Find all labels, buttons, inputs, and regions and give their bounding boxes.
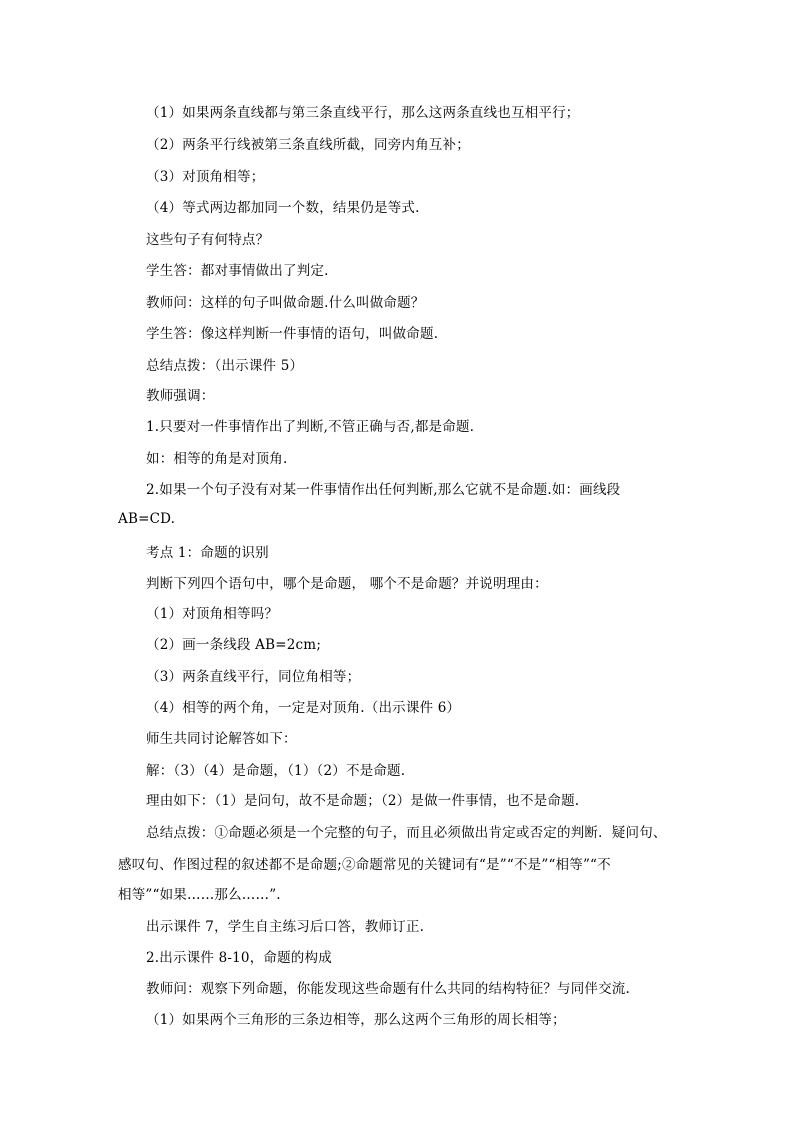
text-line: 师生共同讨论解答如下： [146, 731, 297, 747]
text-line: 解：（3）（4）是命题，（1）（2）不是命题. [146, 763, 406, 779]
text-line: 总结点拨：（出示课件 5） [146, 358, 304, 374]
text-line: （1）对顶角相等吗？ [146, 606, 279, 622]
text-line: 教师强调： [146, 388, 215, 404]
text-line: （1）如果两个三角形的三条边相等，那么这两个三角形的周长相等； [146, 1012, 566, 1028]
text-line: （4）等式两边都加同一个数，结果仍是等式. [146, 200, 420, 216]
text-line: 出示课件 7，学生自主练习后口答，教师订正. [146, 919, 425, 935]
text-line: 1.只要对一件事情作出了判断,不管正确与否,都是命题. [146, 419, 475, 435]
text-line: AB=CD. [118, 511, 176, 527]
text-line: 2.出示课件 8-10，命题的构成 [146, 950, 332, 966]
text-line: 如：相等的角是对顶角. [146, 451, 288, 467]
text-line: （3）对顶角相等； [146, 169, 265, 185]
text-line: 学生答：像这样判断一件事情的语句，叫做命题. [146, 326, 439, 342]
text-line: 考点 1：命题的识别 [146, 545, 269, 561]
text-line: 总结点拨：①命题必须是一个完整的句子，而且必须做出肯定或否定的判断．疑问句、 [146, 825, 667, 841]
text-line: 教师问：这样的句子叫做命题.什么叫做命题？ [146, 295, 425, 311]
text-line: 这些句子有何特点？ [146, 232, 270, 248]
text-line: 学生答：都对事情做出了判定. [146, 263, 329, 279]
text-line: （3）两条直线平行，同位角相等； [146, 669, 361, 685]
text-line: （1）如果两条直线都与第三条直线平行，那么这两条直线也互相平行； [146, 105, 580, 121]
text-line: （4）相等的两个角，一定是对顶角.（出示课件 6） [146, 700, 461, 716]
text-line: （2）两条平行线被第三条直线所截，同旁内角互补； [146, 137, 470, 153]
text-line: 感叹句、作图过程的叙述都不是命题;②命题常见的关键词有“是”“不是”“相等”“不 [118, 857, 611, 873]
text-line: 判断下列四个语句中，哪个是命题， 哪个不是命题？并说明理由： [146, 576, 548, 592]
text-line: 教师问：观察下列命题，你能发现这些命题有什么共同的结构特征？与同伴交流. [146, 981, 630, 997]
text-line: 相等”“如果……那么……”. [118, 887, 281, 903]
text-line: （2）画一条线段 AB=2cm; [146, 637, 322, 653]
text-line: 理由如下：（1）是问句，故不是命题；（2）是做一件事情，也不是命题. [146, 793, 580, 809]
text-line: 2.如果一个句子没有对某一件事情作出任何判断,那么它就不是命题.如：画线段 [146, 482, 621, 498]
